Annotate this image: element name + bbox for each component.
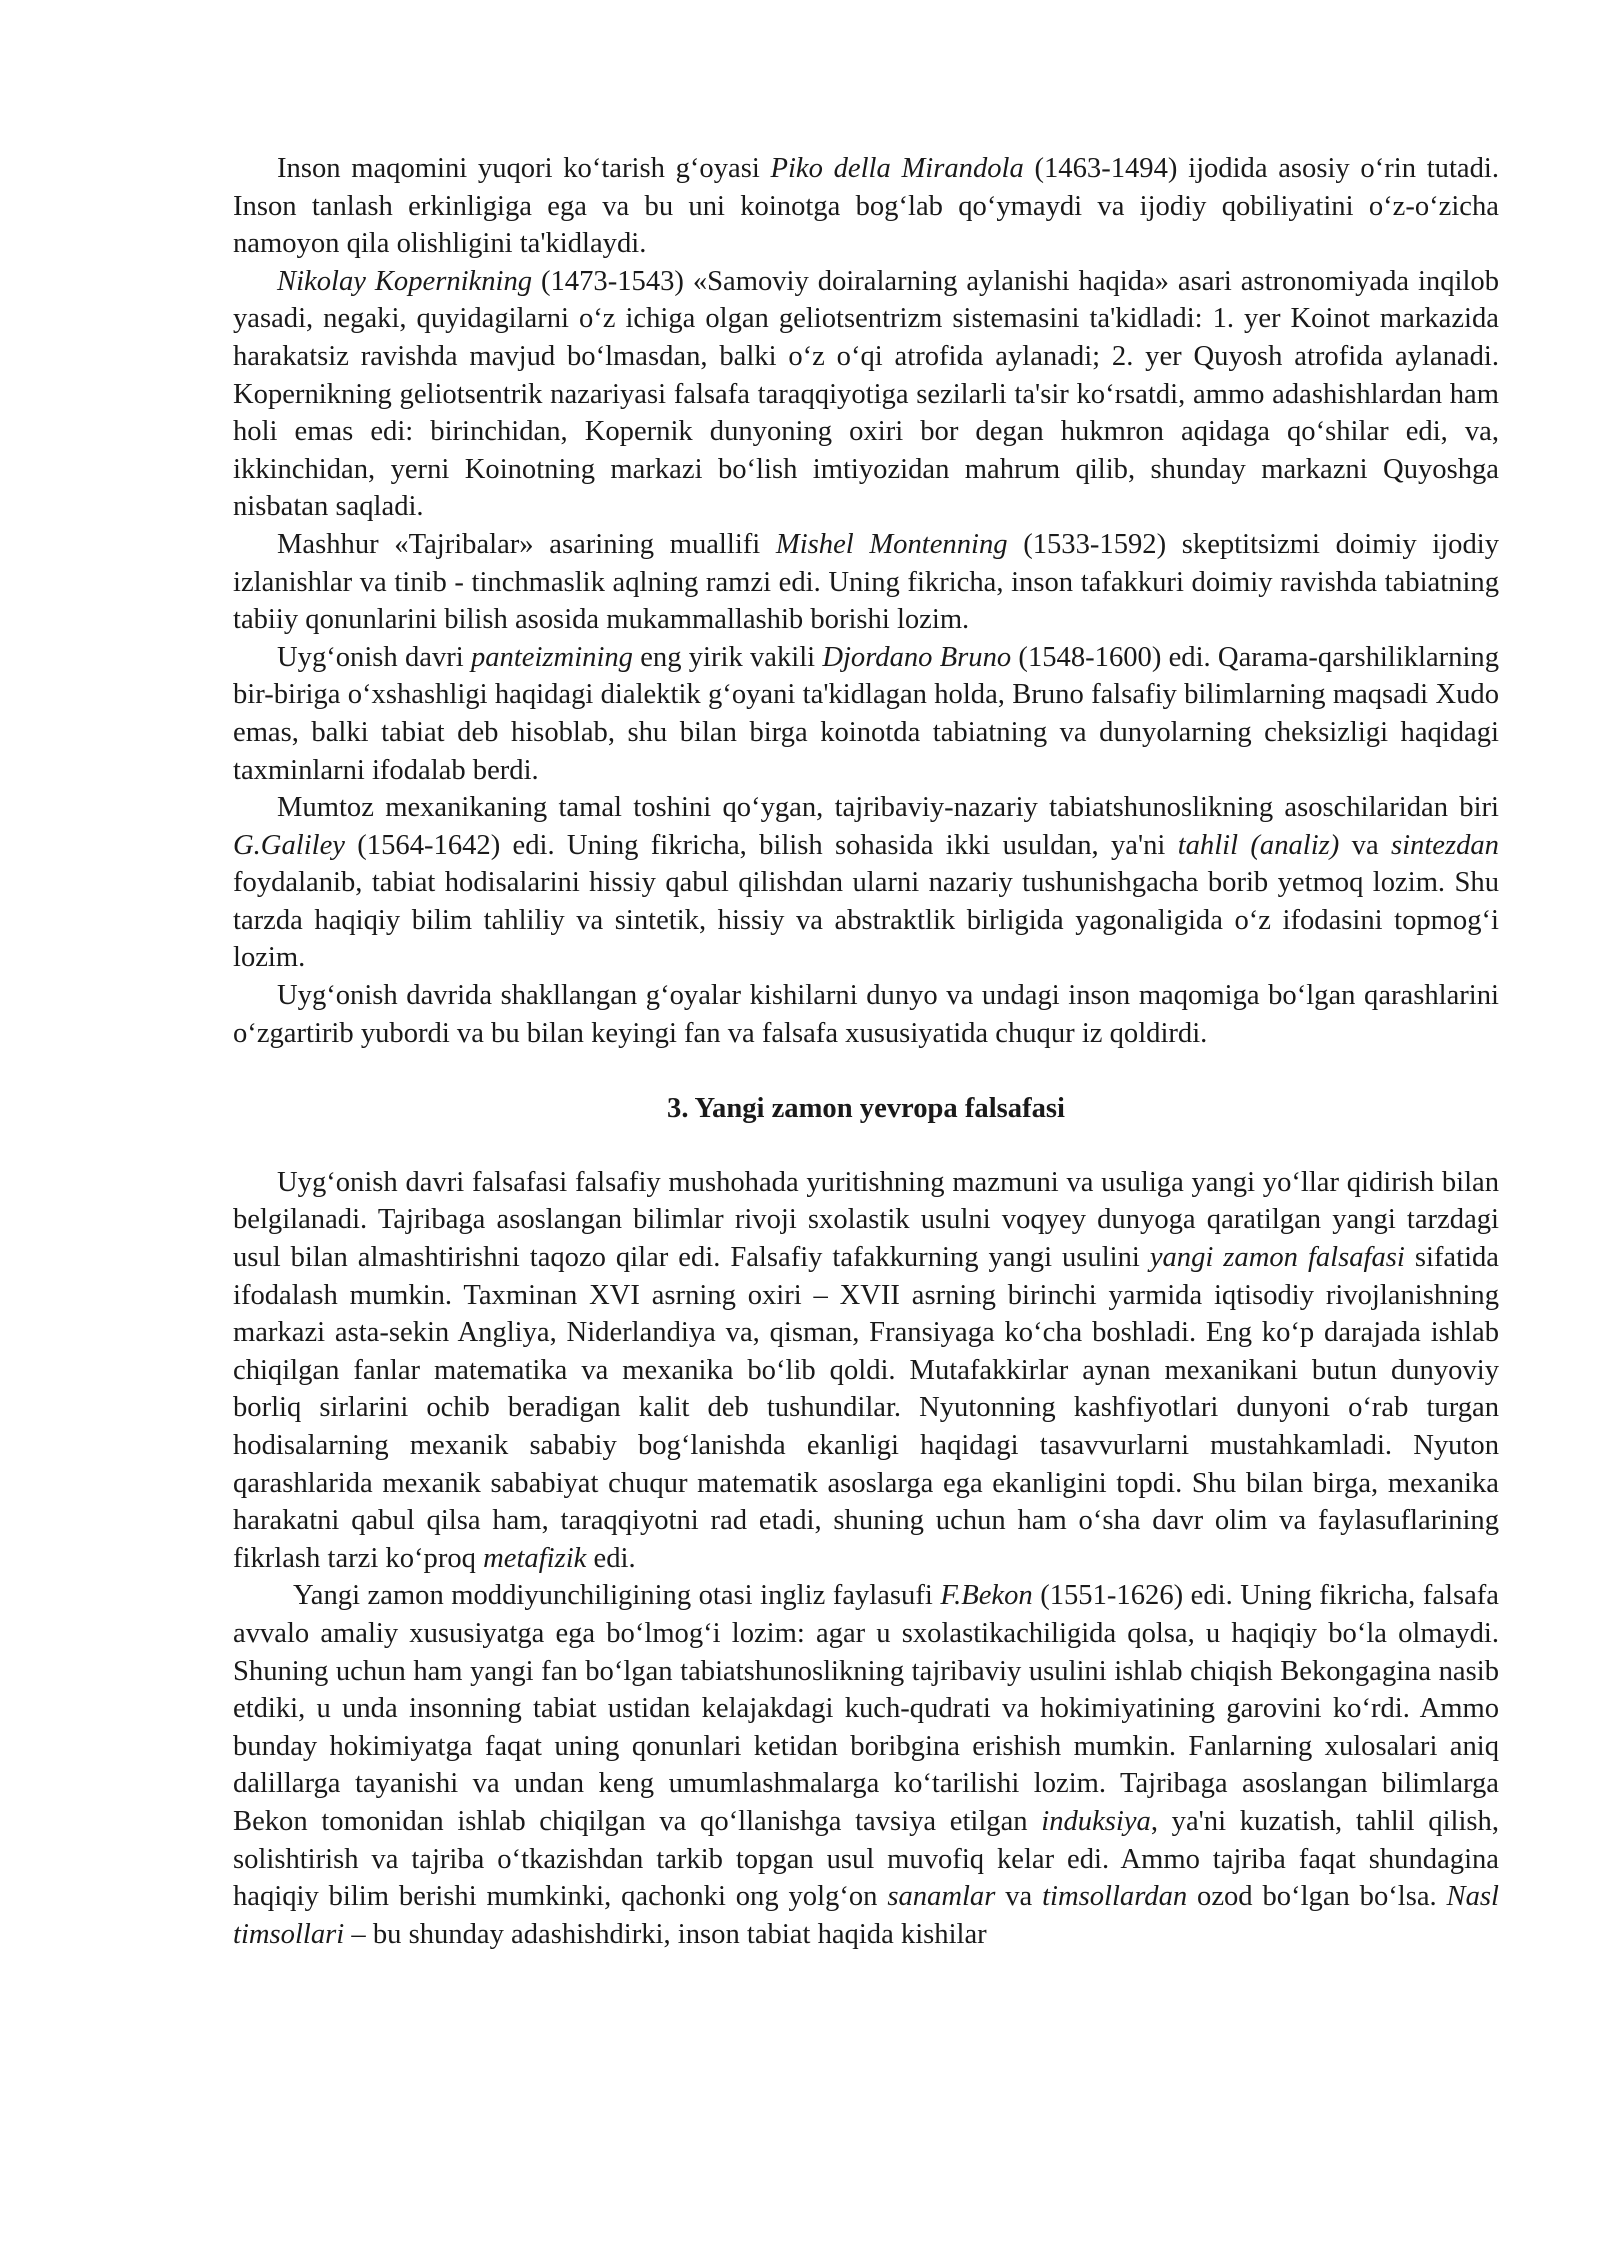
italic-term: Nikolay Kopernikning xyxy=(277,265,533,297)
text-section-new-age xyxy=(233,1164,1499,1953)
italic-term: yangi zamon falsafasi xyxy=(1149,1242,1405,1274)
italic-term: G.Galiley xyxy=(233,829,345,861)
italic-term: sanamlar xyxy=(887,1881,996,1913)
text-run: Uygʻonish davri falsafasi falsafiy mushohada yuritishning mazmuni va usuliga yangi yoʻllar qidirish bilan belgilanadi. Tajribaga asoslangan bilimlar rivoji sxolastik usulni voqyey dunyoga qaratilgan yangi tarzdagi usul bilan almashtirishni taqozo qilar edi. Falsafiy tafakkurning yangi usulini xyxy=(233,1166,1499,1274)
section-heading: 3. Yangi zamon yevropa falsafasi xyxy=(667,1093,1065,1125)
paragraph xyxy=(233,1164,1499,1578)
italic-term: sintezdan xyxy=(1390,829,1499,861)
text-run: Inson maqomini yuqori koʻtarish gʻoyasi xyxy=(277,153,771,184)
document-page xyxy=(233,150,1499,1953)
text-run: (1564-1642) edi. Uning fikricha, bilish sohasida ikki usuldan, ya'ni xyxy=(344,829,1178,861)
text-run: (1473-1543) «Samoviy doiralarning aylanishi haqida» asari astronomiyada inqilob yasadi, negaki, quyidagilarni oʻz ichiga olgan geliotsentrizm sistemasini ta'kidladi: 1. yer Koinot markazida harakatsiz ravishda mavjud boʻlmasdan, balki oʻz oʻqi atrofida aylanadi; 2. yer Quyosh atrofida aylanadi. Kopernikning geliotsentrik nazariyasi falsafa taraqqiyotiga sezilarli ta'sir koʻrsatdi, ammo adashishlardan ham holi emas edi: birinchidan, Kopernik dunyoning oxiri bor degan hukmron aqidaga qoʻshilar edi, va, ikkinchidan, yerni Koinotning markazi boʻlish imtiyozidan mahrum qilib, shunday markazni Quyoshga nisbatan saqladi. xyxy=(233,265,1500,523)
text-run: va xyxy=(1339,829,1391,861)
text-run: edi. xyxy=(586,1542,636,1574)
text-run: Uygʻonish davri xyxy=(277,641,471,673)
text-run: Yangi zamon moddiyunchiligining otasi ingliz faylasufi xyxy=(293,1580,941,1612)
italic-term: tahlil (analiz) xyxy=(1177,829,1340,861)
text-run: Mumtoz mexanikaning tamal toshini qoʻygan, tajribaviy-nazariy tabiatshunoslikning asoschilaridan biri xyxy=(277,792,1499,824)
paragraph xyxy=(233,789,1499,977)
text-run: sifatida ifodalash mumkin. Taxminan XVI asrning oxiri – XVII asrning birinchi yarmida iqtisodiy rivojlanishning markazi asta-sekin Angliya, Niderlandiya va, qisman, Fransiyaga koʻcha boshladi. Eng koʻp darajada ishlab chiqilgan fanlar matematika va mexanika boʻlib qoldi. Mutafakkirlar aynan mexanikani butun dunyoviy borliq sirlarini ochib beradigan kalit deb tushundilar. Nyutonning kashfiyotlari dunyoni oʻrab turgan hodisalarning mexanik sababiy bogʻlanishda ekanligi haqidagi tasavvurlarni mustahkamladi. Nyuton qarashlarida mexanik sababiyat chuqur matematik asoslarga ega ekanligini topdi. Shu bilan birga, mexanika harakatni qabul qilsa ham, taraqqiyotni rad etadi, shuning uchun ham oʻsha davr olim va faylasuflarining fikrlash tarzi koʻproq xyxy=(233,1242,1500,1574)
text-run: (1551-1626) edi. Uning fikricha, falsafa avvalo amaliy xususiyatga ega boʻlmogʻi lozim: agar u sxolastikachiligida qolsa, u haqiqiy boʻla olmaydi. Shuning uchun ham yangi fan boʻlgan tabiatshunoslikning tajribaviy usulini ishlab chiqish Bekongagina nasib etdiki, u unda insonning tabiat ustidan kelajakdagi kuch-qudrati va hokimiyatining garovini koʻrdi. Ammo bunday hokimiyatga faqat uning qonunlari ketidan boribgina erishish mumkin. Fanlarning xulosalari aniq dalillarga tayanishi va undan keng umumlashmalarga koʻtarilishi lozim. Tajribaga asoslangan bilimlarga Bekon tomonidan ishlab chiqilgan va qoʻllanishga tavsiya etilgan xyxy=(233,1580,1499,1837)
italic-term: Nasl timsollari xyxy=(233,1881,1499,1950)
paragraph xyxy=(233,639,1499,789)
text-run: – bu shunday adashishdirki, inson tabiat haqida kishilar xyxy=(344,1918,987,1950)
italic-term: induksiya xyxy=(1041,1805,1151,1837)
italic-term: metafizik xyxy=(483,1542,587,1574)
paragraph xyxy=(233,1577,1499,1953)
italic-term: F.Bekon xyxy=(940,1580,1033,1612)
text-run: va xyxy=(995,1881,1043,1913)
paragraph xyxy=(233,150,1499,263)
text-run: ozod boʻlgan boʻlsa. xyxy=(1187,1881,1447,1913)
text-run: eng yirik vakili xyxy=(632,641,823,673)
italic-term: Djordano Bruno xyxy=(822,641,1012,673)
text-run: foydalanib, tabiat hodisalarini hissiy qabul qilishdan ularni nazariy tushunishgacha borib yetmoq lozim. Shu tarzda haqiqiy bilim tahliliy va sintetik, hissiy va abstraktlik birligida yagonaligida oʻz ifodasini topmogʻi lozim. xyxy=(233,867,1499,974)
text-run: , ya'ni kuzatish, tahlil qilish, solishtirish va tajriba oʻtkazishdan tarkib topgan usul muvofiq kelar edi. Ammo tajriba faqat shundagina haqiqiy bilim berishi mumkinki, qachonki ong yolgʻon xyxy=(233,1805,1499,1913)
text-run: Uygʻonish davrida shakllangan gʻoyalar kishilarni dunyo va undagi inson maqomiga boʻlgan qarashlarini oʻzgartirib yubordi va bu bilan keyingi fan va falsafa xususiyatida chuqur iz qoldirdi. xyxy=(233,980,1499,1049)
text-section-renaissance xyxy=(233,150,1499,1052)
italic-term: panteizmining xyxy=(470,641,633,673)
paragraph xyxy=(233,526,1499,639)
text-run: (1533-1592) skeptitsizmi doimiy ijodiy izlanishlar va tinib - tinchmaslik aqlning ramzi edi. Uning fikricha, inson tafakkuri doimiy ravishda tabiatning tabiiy qonunlarini bilish asosida mukammallashib borishi lozim. xyxy=(233,528,1499,636)
paragraph xyxy=(233,977,1499,1052)
text-run: (1463-1494) ijodida asosiy oʻrin tutadi. Inson tanlash erkinligiga ega va bu uni koinotga bogʻlab qoʻymaydi va ijodiy qobiliyatini oʻz-oʻzicha namoyon qila olishligini ta'kidlaydi. xyxy=(233,153,1499,260)
text-run: Mashhur «Tajribalar» asarining muallifi xyxy=(277,528,776,560)
italic-term: Piko della Mirandola xyxy=(770,153,1024,184)
italic-term: timsollardan xyxy=(1042,1881,1188,1913)
paragraph xyxy=(233,263,1499,526)
italic-term: Mishel Montenning xyxy=(775,528,1008,560)
text-run: (1548-1600) edi. Qarama-qarshiliklarning bir-biriga oʻxshashligi haqidagi dialektik gʻoyani ta'kidlagan holda, Bruno falsafiy bilimlarning maqsadi Xudo emas, balki tabiat deb hisoblab, shu bilan birga koinotda tabiatning va dunyolarning cheksizligi haqidagi taxminlarni ifodalab berdi. xyxy=(233,641,1499,786)
